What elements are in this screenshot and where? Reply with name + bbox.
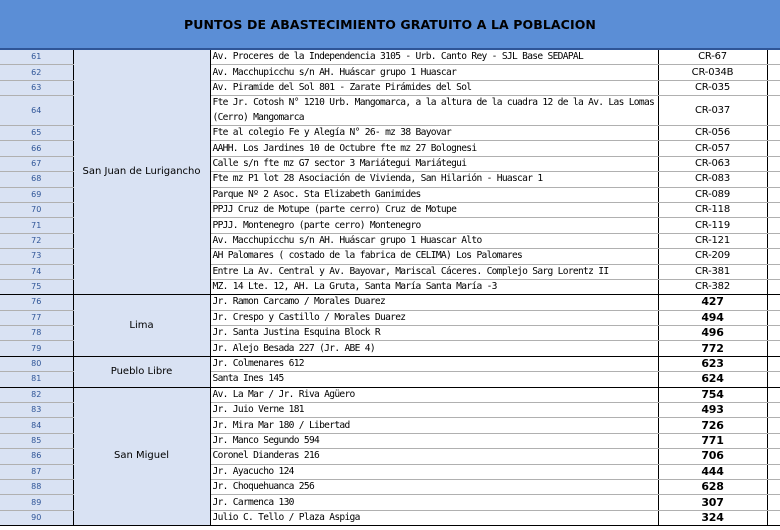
row-number: 80 — [0, 356, 73, 371]
code-cell: CR-67 — [658, 50, 767, 65]
row-number: 74 — [0, 264, 73, 279]
empty-cell — [767, 279, 780, 294]
district-cell: Lima — [73, 295, 210, 357]
code-cell: CR-382 — [658, 279, 767, 294]
empty-cell — [767, 80, 780, 95]
code-cell: CR-209 — [658, 249, 767, 264]
address-cell: Av. Piramide del Sol 801 - Zarate Pirámides del Sol — [210, 80, 658, 95]
row-number: 78 — [0, 326, 73, 341]
address-cell: Av. La Mar / Jr. Riva Agüero — [210, 387, 658, 402]
row-number: 89 — [0, 495, 73, 510]
code-cell: 324 — [658, 510, 767, 525]
title-banner — [0, 0, 780, 50]
address-cell: Jr. Manco Segundo 594 — [210, 433, 658, 448]
empty-cell — [767, 310, 780, 325]
address-cell: Calle s/n fte mz G7 sector 3 Mariátegui Mariátegui — [210, 156, 658, 171]
address-cell: MZ. 14 Lte. 12, AH. La Gruta, Santa María Santa María -3 — [210, 279, 658, 294]
row-number: 63 — [0, 80, 73, 95]
row-number: 61 — [0, 50, 73, 65]
code-cell: CR-037 — [658, 96, 767, 126]
code-cell: CR-121 — [658, 233, 767, 248]
code-cell: CR-089 — [658, 187, 767, 202]
empty-cell — [767, 96, 780, 126]
row-number: 76 — [0, 295, 73, 310]
row-number: 88 — [0, 479, 73, 494]
address-cell: Fte mz P1 lot 28 Asociación de Vivienda, San Hilarión - Huascar 1 — [210, 172, 658, 187]
address-cell: Julio C. Tello / Plaza Aspiga — [210, 510, 658, 525]
address-cell: Santa Ines 145 — [210, 372, 658, 387]
row-number: 68 — [0, 172, 73, 187]
address-cell: Av. Macchupicchu s/n AH. Huáscar grupo 1 Huascar Alto — [210, 233, 658, 248]
row-number: 67 — [0, 156, 73, 171]
row-number: 64 — [0, 96, 73, 126]
empty-cell — [767, 464, 780, 479]
empty-cell — [767, 387, 780, 402]
district-cell: San Miguel — [73, 387, 210, 526]
code-cell: 726 — [658, 418, 767, 433]
empty-cell — [767, 433, 780, 448]
empty-cell — [767, 418, 780, 433]
empty-cell — [767, 141, 780, 156]
empty-cell — [767, 372, 780, 387]
empty-cell — [767, 403, 780, 418]
row-number: 70 — [0, 202, 73, 217]
code-cell: 493 — [658, 403, 767, 418]
district-cell: Pueblo Libre — [73, 356, 210, 387]
row-number: 69 — [0, 187, 73, 202]
empty-cell — [767, 172, 780, 187]
address-cell: Fte al colegio Fe y Alegía N° 26- mz 38 Bayovar — [210, 125, 658, 140]
code-cell: 494 — [658, 310, 767, 325]
address-cell: Jr. Crespo y Castillo / Morales Duarez — [210, 310, 658, 325]
empty-cell — [767, 449, 780, 464]
address-cell: Jr. Choquehuanca 256 — [210, 479, 658, 494]
address-cell: Fte Jr. Cotosh N° 1210 Urb. Mangomarca, a la altura de la cuadra 12 de la Av. Las Lomas (Cerro) Mangomarca — [210, 96, 658, 126]
empty-cell — [767, 187, 780, 202]
code-cell: 771 — [658, 433, 767, 448]
address-cell: Jr. Carmenca 130 — [210, 495, 658, 510]
code-cell: 754 — [658, 387, 767, 402]
address-cell: AH Palomares ( costado de la fabrica de CELIMA) Los Palomares — [210, 249, 658, 264]
empty-cell — [767, 65, 780, 80]
row-number: 85 — [0, 433, 73, 448]
empty-cell — [767, 495, 780, 510]
code-cell: 624 — [658, 372, 767, 387]
empty-cell — [767, 295, 780, 310]
district-cell: San Juan de Lurigancho — [73, 50, 210, 295]
empty-cell — [767, 50, 780, 65]
empty-cell — [767, 249, 780, 264]
address-cell: Jr. Colmenares 612 — [210, 356, 658, 371]
address-cell: Jr. Juio Verne 181 — [210, 403, 658, 418]
table-row — [0, 295, 780, 310]
row-number: 62 — [0, 65, 73, 80]
code-cell: 706 — [658, 449, 767, 464]
code-cell: CR-119 — [658, 218, 767, 233]
row-number: 82 — [0, 387, 73, 402]
address-cell: Jr. Mira Mar 180 / Libertad — [210, 418, 658, 433]
address-cell: Jr. Ayacucho 124 — [210, 464, 658, 479]
address-cell: Entre La Av. Central y Av. Bayovar, Mariscal Cáceres. Complejo Sarg Lorentz II — [210, 264, 658, 279]
table-row — [0, 387, 780, 402]
empty-cell — [767, 479, 780, 494]
row-number: 86 — [0, 449, 73, 464]
empty-cell — [767, 202, 780, 217]
code-cell: 444 — [658, 464, 767, 479]
row-number: 73 — [0, 249, 73, 264]
empty-cell — [767, 326, 780, 341]
code-cell: 427 — [658, 295, 767, 310]
row-number: 66 — [0, 141, 73, 156]
empty-cell — [767, 356, 780, 371]
address-cell: Coronel Dianderas 216 — [210, 449, 658, 464]
code-cell: CR-034B — [658, 65, 767, 80]
address-cell: Jr. Alejo Besada 227 (Jr. ABE 4) — [210, 341, 658, 356]
empty-cell — [767, 156, 780, 171]
row-number: 90 — [0, 510, 73, 525]
row-number: 65 — [0, 125, 73, 140]
row-number: 81 — [0, 372, 73, 387]
code-cell: 628 — [658, 479, 767, 494]
empty-cell — [767, 233, 780, 248]
row-number: 84 — [0, 418, 73, 433]
address-cell: Jr. Santa Justina Esquina Block R — [210, 326, 658, 341]
table-row — [0, 356, 780, 371]
code-cell: CR-035 — [658, 80, 767, 95]
row-number: 79 — [0, 341, 73, 356]
code-cell: CR-118 — [658, 202, 767, 217]
empty-cell — [767, 125, 780, 140]
code-cell: CR-057 — [658, 141, 767, 156]
address-cell: Parque Nº 2 Asoc. Sta Elizabeth Ganimides — [210, 187, 658, 202]
code-cell: CR-063 — [658, 156, 767, 171]
address-cell: Av. Proceres de la Independencia 3105 - Urb. Canto Rey - SJL Base SEDAPAL — [210, 50, 658, 65]
supply-points-table — [0, 50, 780, 526]
code-cell: CR-056 — [658, 125, 767, 140]
code-cell: 772 — [658, 341, 767, 356]
address-cell: PPJJ. Montenegro (parte cerro) Montenegro — [210, 218, 658, 233]
code-cell: 496 — [658, 326, 767, 341]
row-number: 72 — [0, 233, 73, 248]
empty-cell — [767, 264, 780, 279]
row-number: 83 — [0, 403, 73, 418]
address-cell: PPJJ Cruz de Motupe (parte cerro) Cruz de Motupe — [210, 202, 658, 217]
row-number: 77 — [0, 310, 73, 325]
code-cell: CR-083 — [658, 172, 767, 187]
address-cell: Av. Macchupicchu s/n AH. Huáscar grupo 1 Huascar — [210, 65, 658, 80]
address-cell: AAHH. Los Jardines 10 de Octubre fte mz 27 Bolognesi — [210, 141, 658, 156]
table-row — [0, 50, 780, 65]
sheet-title: PUNTOS DE ABASTECIMIENTO GRATUITO A LA POBLACION — [183, 16, 596, 32]
code-cell: 307 — [658, 495, 767, 510]
empty-cell — [767, 218, 780, 233]
address-cell: Jr. Ramon Carcamo / Morales Duarez — [210, 295, 658, 310]
code-cell: 623 — [658, 356, 767, 371]
row-number: 71 — [0, 218, 73, 233]
row-number: 87 — [0, 464, 73, 479]
empty-cell — [767, 341, 780, 356]
code-cell: CR-381 — [658, 264, 767, 279]
row-number: 75 — [0, 279, 73, 294]
empty-cell — [767, 510, 780, 525]
